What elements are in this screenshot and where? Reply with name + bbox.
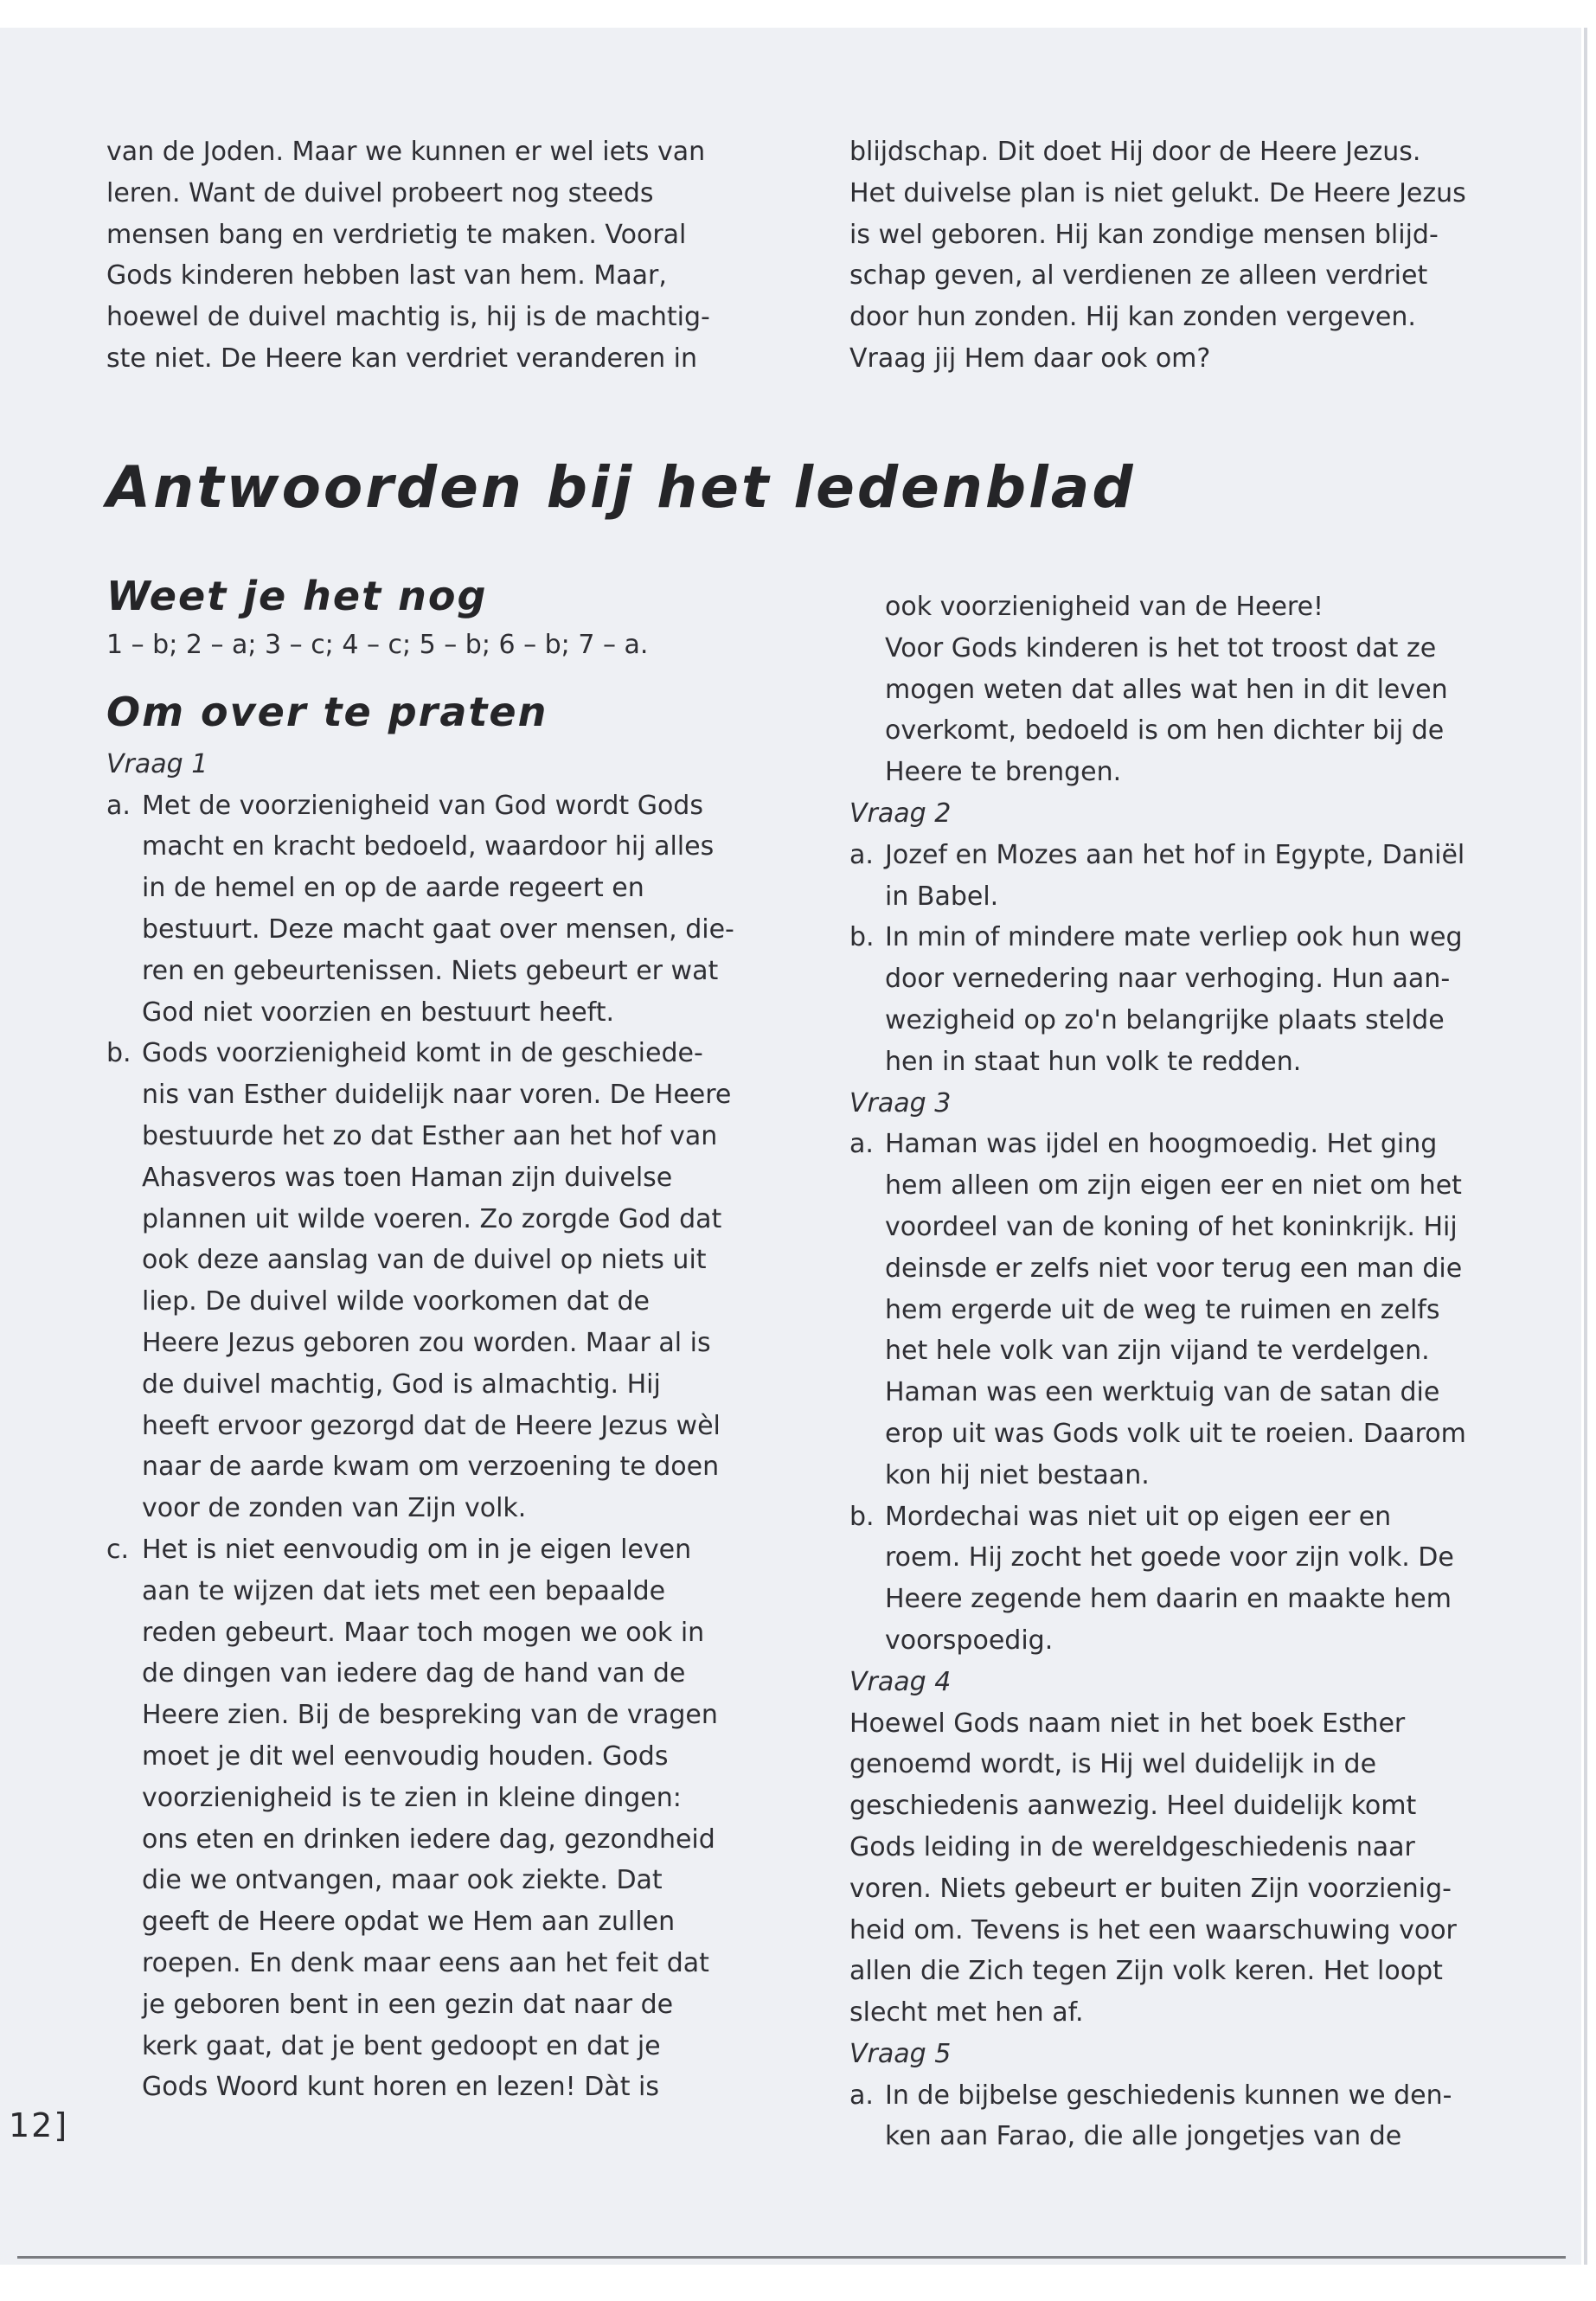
text-line: wezigheid op zo'n belangrijke plaats stelde <box>885 1004 1445 1035</box>
text-line: blijdschap. Dit doet Hij door de Heere Jezus. <box>849 137 1421 167</box>
text-line: van de Joden. Maar we kunnen er wel iets van <box>106 137 706 167</box>
text-line: die we ontvangen, maar ook ziekte. Dat <box>142 1865 663 1896</box>
text-line: Hoewel Gods naam niet in het boek Esther <box>849 1708 1406 1739</box>
text-line: voor de zonden van Zijn volk. <box>142 1493 527 1524</box>
item-marker: a. <box>849 1129 874 1160</box>
text-line: de dingen van iedere dag de hand van de <box>142 1658 686 1689</box>
text-line: schap geven, al verdienen ze alleen verdriet <box>849 260 1428 292</box>
intro-right-column <box>849 131 1507 380</box>
intro-right-text <box>849 131 1507 380</box>
text-line: voordeel van de koning of het koninkrijk. Hij <box>885 1211 1458 1242</box>
vraag-3-answer-b <box>849 1497 1542 1662</box>
page-edge <box>1584 28 1587 2265</box>
text-line: bestuurde het zo dat Esther aan het hof van <box>142 1120 718 1151</box>
text-line: Mordechai was niet uit op eigen eer en <box>885 1501 1392 1532</box>
text-line: mogen weten dat alles wat hen in dit leven <box>885 674 1448 705</box>
text-line: Gods Woord kunt horen en lezen! Dàt is <box>142 2072 659 2103</box>
text-line: reden gebeurt. Maar toch mogen we ook in <box>142 1617 705 1648</box>
text-line: plannen uit wilde voeren. Zo zorgde God dat <box>142 1203 722 1234</box>
item-marker: c. <box>106 1534 130 1565</box>
text-line: Heere te brengen. <box>885 757 1122 788</box>
vraag-2-answer-a <box>849 835 1542 918</box>
answers-right-column <box>849 586 1542 2157</box>
text-line: kon hij niet bestaan. <box>885 1459 1150 1490</box>
text-line: geschiedenis aanwezig. Heel duidelijk komt <box>849 1791 1417 1822</box>
text-line: ons eten en drinken iedere dag, gezondheid <box>142 1823 715 1855</box>
intro-left-column <box>106 131 764 380</box>
text-line: je geboren bent in een gezin dat naar de <box>142 1989 674 2020</box>
intro-left-text <box>106 131 764 380</box>
text-line: voorzienigheid is te zien in kleine dingen: <box>142 1782 682 1813</box>
item-marker: a. <box>849 839 874 870</box>
text-line: Met de voorzienigheid van God wordt Gods <box>142 790 703 821</box>
item-marker: b. <box>849 922 875 953</box>
item-marker: b. <box>849 1501 875 1532</box>
bottom-rule <box>17 2256 1566 2259</box>
text-line: roem. Hij zocht het goede voor zijn volk. De <box>885 1542 1454 1574</box>
text-line: Gods voorzienigheid komt in de geschiede- <box>142 1038 703 1069</box>
vraag-1-answer-c <box>106 1529 798 2108</box>
text-line: ook voorzienigheid van de Heere! <box>885 592 1324 622</box>
vraag-1-answer-a <box>106 785 798 1034</box>
text-line: Haman was een werktuig van de satan die <box>885 1377 1440 1408</box>
text-line: de duivel machtig, God is almachtig. Hij <box>142 1368 661 1400</box>
text-line: macht en kracht bedoeld, waardoor hij alles <box>142 831 715 862</box>
vraag-1-label: Vraag 1 <box>106 748 208 779</box>
text-line: naar de aarde kwam om verzoening te doen <box>142 1452 720 1483</box>
text-line: Heere zien. Bij de bespreking van de vragen <box>142 1700 718 1731</box>
text-line: hen in staat hun volk te redden. <box>885 1046 1302 1077</box>
text-line: God niet voorzien en bestuurt heeft. <box>142 997 614 1028</box>
text-line: heid om. Tevens is het een waarschuwing voor <box>849 1914 1457 1945</box>
item-marker: b. <box>106 1038 131 1069</box>
item-marker: a. <box>106 790 131 821</box>
weet-answers: 1 – b; 2 – a; 3 – c; 4 – c; 5 – b; 6 – b; 7 – a. <box>106 630 649 660</box>
page-number: 12] <box>9 2106 69 2144</box>
text-line: Heere zegende hem daarin en maakte hem <box>885 1584 1452 1615</box>
text-line: slecht met hen af. <box>849 1997 1084 2029</box>
text-line: overkomt, bedoeld is om hen dichter bij de <box>885 715 1445 747</box>
text-line: voren. Niets gebeurt er buiten Zijn voorzienig- <box>849 1873 1452 1904</box>
vraag-5-label: Vraag 5 <box>849 2038 952 2069</box>
text-line: hoewel de duivel machtig is, hij is de machtig- <box>106 302 710 333</box>
text-line: in Babel. <box>885 881 999 912</box>
text-line: bestuurt. Deze macht gaat over mensen, die- <box>142 913 734 945</box>
vraag-2-answer-b <box>849 917 1542 1082</box>
text-line: hem ergerde uit de weg te ruimen en zelfs <box>885 1294 1440 1325</box>
text-line: ste niet. De Heere kan verdriet veranderen in <box>106 343 697 374</box>
text-line: is wel geboren. Hij kan zondige mensen blijd- <box>849 219 1439 250</box>
text-line: Voor Gods kinderen is het tot troost dat ze <box>885 632 1437 663</box>
text-line: liep. De duivel wilde voorkomen dat de <box>142 1286 650 1317</box>
vraag-3-answer-a <box>849 1124 1542 1496</box>
text-line: hem alleen om zijn eigen eer en niet om het <box>885 1170 1462 1202</box>
vraag-5-answer-a <box>849 2075 1542 2158</box>
text-line: Het duivelse plan is niet gelukt. De Heere Jezus <box>849 177 1466 208</box>
vraag-4-answer <box>849 1703 1542 2034</box>
text-line: nis van Esther duidelijk naar voren. De Heere <box>142 1080 732 1111</box>
item-marker: a. <box>849 2080 874 2111</box>
text-line: leren. Want de duivel probeert nog steeds <box>106 177 654 208</box>
text-line: Ahasveros was toen Haman zijn duivelse <box>142 1162 673 1193</box>
text-line: ken aan Farao, die alle jongetjes van de <box>885 2121 1402 2152</box>
text-line: Het is niet eenvoudig om in je eigen leven <box>142 1534 692 1565</box>
text-line: Jozef en Mozes aan het hof in Egypte, Daniël <box>885 839 1465 870</box>
text-line: ren en gebeurtenissen. Niets gebeurt er wat <box>142 955 719 986</box>
text-line: erop uit was Gods volk uit te roeien. Daarom <box>885 1418 1466 1449</box>
text-line: roepen. En denk maar eens aan het feit dat <box>142 1947 709 1978</box>
text-line: aan te wijzen dat iets met een bepaalde <box>142 1575 666 1606</box>
answers-left-column <box>106 573 798 2108</box>
vraag-4-label: Vraag 4 <box>849 1666 952 1697</box>
text-line: voorspoedig. <box>885 1625 1054 1656</box>
text-line: heeft ervoor gezorgd dat de Heere Jezus wèl <box>142 1410 721 1441</box>
text-line: door vernedering naar verhoging. Hun aan- <box>885 964 1451 995</box>
text-line: moet je dit wel eenvoudig houden. Gods <box>142 1740 669 1772</box>
main-heading: Antwoorden bij het ledenblad <box>106 454 1136 521</box>
text-line: In min of mindere mate verliep ook hun weg <box>885 922 1463 953</box>
vraag-1-continuation <box>849 586 1542 793</box>
text-line: allen die Zich tegen Zijn volk keren. Het loopt <box>849 1956 1443 1987</box>
text-line: genoemd wordt, is Hij wel duidelijk in de <box>849 1749 1377 1780</box>
text-line: Haman was ijdel en hoogmoedig. Het ging <box>885 1129 1438 1160</box>
text-line: deinsde er zelfs niet voor terug een man die <box>885 1253 1463 1284</box>
text-line: Gods kinderen hebben last van hem. Maar, <box>106 260 667 292</box>
text-line: mensen bang en verdrietig te maken. Vooral <box>106 219 687 250</box>
text-line: Vraag jij Hem daar ook om? <box>849 343 1211 374</box>
vraag-1-answer-b <box>106 1033 798 1529</box>
vraag-2-label: Vraag 2 <box>849 798 952 829</box>
text-line: In de bijbelse geschiedenis kunnen we den- <box>885 2080 1452 2111</box>
weet-je-het-nog-heading: Weet je het nog <box>106 573 488 619</box>
om-over-te-praten-heading: Om over te praten <box>106 688 548 735</box>
text-line: kerk gaat, dat je bent gedoopt en dat je <box>142 2030 661 2061</box>
text-line: geeft de Heere opdat we Hem aan zullen <box>142 1907 676 1938</box>
text-line: in de hemel en op de aarde regeert en <box>142 873 644 904</box>
text-line: Heere Jezus geboren zou worden. Maar al is <box>142 1327 711 1358</box>
text-line: ook deze aanslag van de duivel op niets uit <box>142 1245 707 1276</box>
text-line: Gods leiding in de wereldgeschiedenis naar <box>849 1831 1415 1862</box>
vraag-3-label: Vraag 3 <box>849 1087 952 1118</box>
text-line: het hele volk van zijn vijand te verdelgen. <box>885 1336 1430 1367</box>
text-line: door hun zonden. Hij kan zonden vergeven. <box>849 302 1416 333</box>
